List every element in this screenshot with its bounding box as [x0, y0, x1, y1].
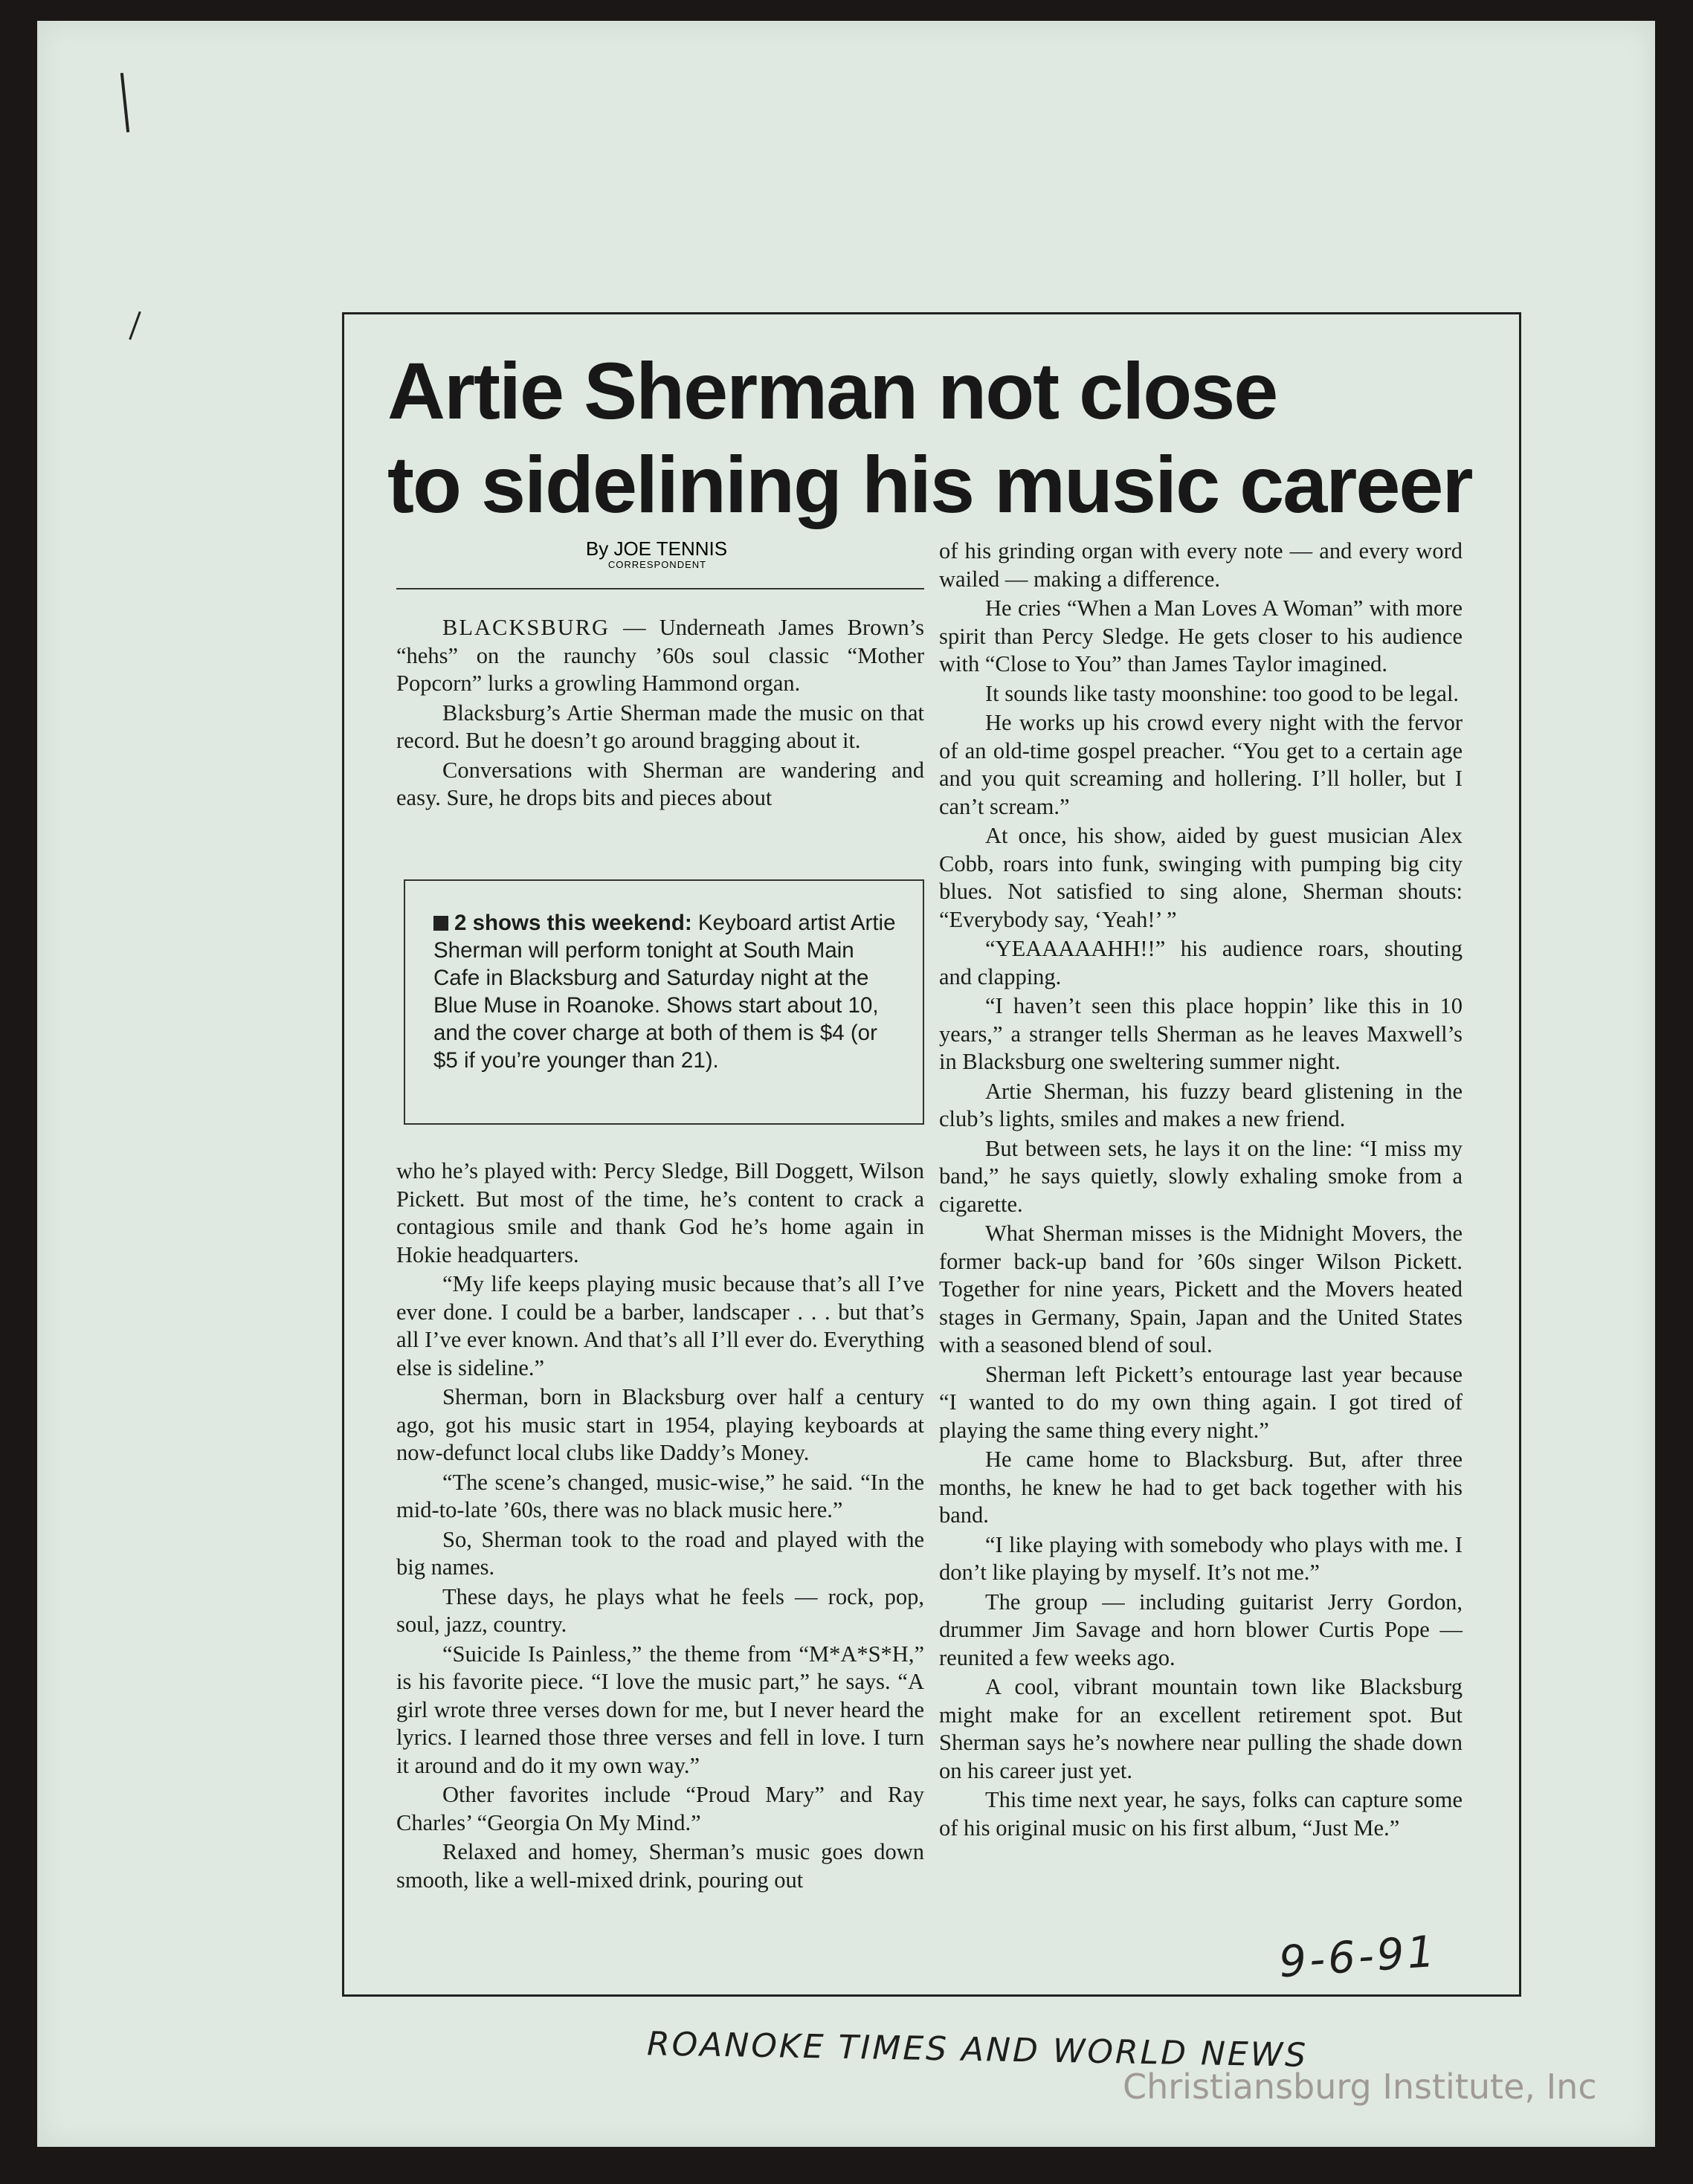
- paragraph: But between sets, he lays it on the line: “I miss my band,” he says quietly, slowly exhaling smoke from a cigarette.: [939, 1135, 1463, 1217]
- paragraph: Conversations with Sherman are wandering and easy. Sure, he drops bits and pieces about: [396, 757, 924, 810]
- paragraph: Blacksburg’s Artie Sherman made the music on that record. But he doesn’t go around bragging about it.: [396, 700, 924, 753]
- column-1-top: [396, 614, 924, 814]
- article-headline: [387, 344, 1503, 532]
- paragraph: Other favorites include “Proud Mary” and Ray Charles’ “Georgia On My Mind.”: [396, 1782, 924, 1835]
- paragraph: who he’s played with: Percy Sledge, Bill Doggett, Wilson Pickett. But most of the time, he’s content to crack a contagious smile and thank God he’s home again in Hokie headquarters.: [396, 1158, 924, 1267]
- paragraph: The group — including guitarist Jerry Gordon, drummer Jim Savage and horn blower Curtis Pope — reunited a few weeks ago.: [939, 1589, 1463, 1670]
- paragraph: This time next year, he says, folks can capture some of his original music on his first album, “Just Me.”: [939, 1787, 1463, 1841]
- column-1-bottom: [396, 1157, 924, 1896]
- square-bullet-icon: [433, 916, 448, 931]
- paragraph: “I like playing with somebody who plays with me. I don’t like playing by myself. It’s not me.”: [939, 1531, 1463, 1585]
- paragraph: These days, he plays what he feels — rock, pop, soul, jazz, country.: [396, 1583, 924, 1637]
- paragraph: Artie Sherman, his fuzzy beard glistening in the club’s lights, smiles and makes a new friend.: [939, 1078, 1463, 1131]
- byline-role: CORRESPONDENT: [607, 559, 707, 570]
- byline: [396, 537, 924, 589]
- paragraph: What Sherman misses is the Midnight Movers, the former back-up band for ’60s singer Wilson Pickett. Together for nine years, Pickett and the Movers heated stages in Germany, Spain, Japan and the United States with a seasoned blend of soul.: [939, 1221, 1463, 1357]
- column-2: [939, 537, 1463, 1844]
- paragraph: “YEAAAAAHH!!” his audience roars, shouting and clapping.: [939, 936, 1463, 989]
- headline-line-1: Artie Sherman not close: [387, 346, 1277, 436]
- paragraph: At once, his show, aided by guest musician Alex Cobb, roars into funk, swinging with pumping big city blues. Not satisfied to sing alone, Sherman shouts: “Everybody say, ‘Yeah!’ ”: [939, 823, 1463, 932]
- ink-mark: [120, 73, 129, 132]
- paragraph: BLACKSBURG — Underneath James Brown’s “hehs” on the raunchy ’60s soul classic “Mother Popcorn” lurks a growling Hammond organ.: [396, 615, 924, 696]
- paragraph: Sherman left Pickett’s entourage last year because “I wanted to do my own thing again. I got tired of playing the same thing every night.”: [939, 1361, 1463, 1443]
- show-info-box: [404, 879, 924, 1125]
- byline-author: By JOE TENNIS: [585, 537, 728, 560]
- paragraph: Sherman, born in Blacksburg over half a century ago, got his music start in 1954, playing keyboards at now-defunct local clubs like Daddy’s Money.: [396, 1384, 924, 1465]
- ink-mark: [129, 311, 141, 340]
- paragraph: “Suicide Is Painless,” the theme from “M*A*S*H,” is his favorite piece. “I love the music part,” he says. “A girl wrote three verses down for me, but I never heard the lyrics. I learned those three verses and fell in love. I turn it around and do it my own way.”: [396, 1641, 924, 1778]
- handwritten-source: ROANOKE TIMES AND WORLD NEWS: [646, 2025, 1309, 2075]
- info-box-text: Keyboard artist Artie Sherman will perform tonight at South Main Cafe in Blacksburg and Saturday night at the Blue Muse in Roanoke. Shows start about 10, and the cover charge at both of them is $4 (or $5 if you’re younger than 21).: [433, 911, 896, 1073]
- headline-line-2: to sidelining his music career: [387, 439, 1472, 529]
- paragraph: He came home to Blacksburg. But, after three months, he knew he had to get back together with his band.: [939, 1447, 1463, 1528]
- paragraph: He works up his crowd every night with the fervor of an old-time gospel preacher. “You get to a certain age and you quit screaming and hollering. I’ll holler, but I can’t scream.”: [939, 710, 1463, 819]
- paragraph: “I haven’t seen this place hoppin’ like this in 10 years,” a stranger tells Sherman as he leaves Maxwell’s in Blacksburg one sweltering summer night.: [939, 993, 1463, 1074]
- dateline: BLACKSBURG: [442, 615, 610, 640]
- paragraph: A cool, vibrant mountain town like Blacksburg might make for an excellent retirement spot. But Sherman says he’s nowhere near pulling the shade down on his career just yet.: [939, 1674, 1463, 1783]
- watermark: Christiansburg Institute, Inc: [1123, 2067, 1597, 2107]
- paragraph: “My life keeps playing music because that’s all I’ve ever done. I could be a barber, landscaper . . . but that’s all I’ve ever known. And that’s all I’ll ever do. Everything else is sideline.”: [396, 1271, 924, 1380]
- paragraph: So, Sherman took to the road and played with the big names.: [396, 1526, 924, 1580]
- paragraph: Relaxed and homey, Sherman’s music goes down smooth, like a well-mixed drink, pouring out: [396, 1839, 924, 1893]
- paragraph: “The scene’s changed, music-wise,” he said. “In the mid-to-late ’60s, there was no black music here.”: [396, 1469, 924, 1522]
- newspaper-clipping: [342, 312, 1521, 1997]
- handwritten-date: 9-6-91: [1277, 1925, 1439, 1988]
- paragraph: He cries “When a Man Loves A Woman” with more spirit than Percy Sledge. He gets closer to his audience with “Close to You” than James Taylor imagined.: [939, 595, 1463, 676]
- paper-sheet: [37, 21, 1655, 2147]
- info-box-title: 2 shows this weekend:: [454, 911, 692, 935]
- paragraph: of his grinding organ with every note — and every word wailed — making a difference.: [939, 538, 1463, 592]
- paragraph: It sounds like tasty moonshine: too good to be legal.: [985, 680, 1460, 706]
